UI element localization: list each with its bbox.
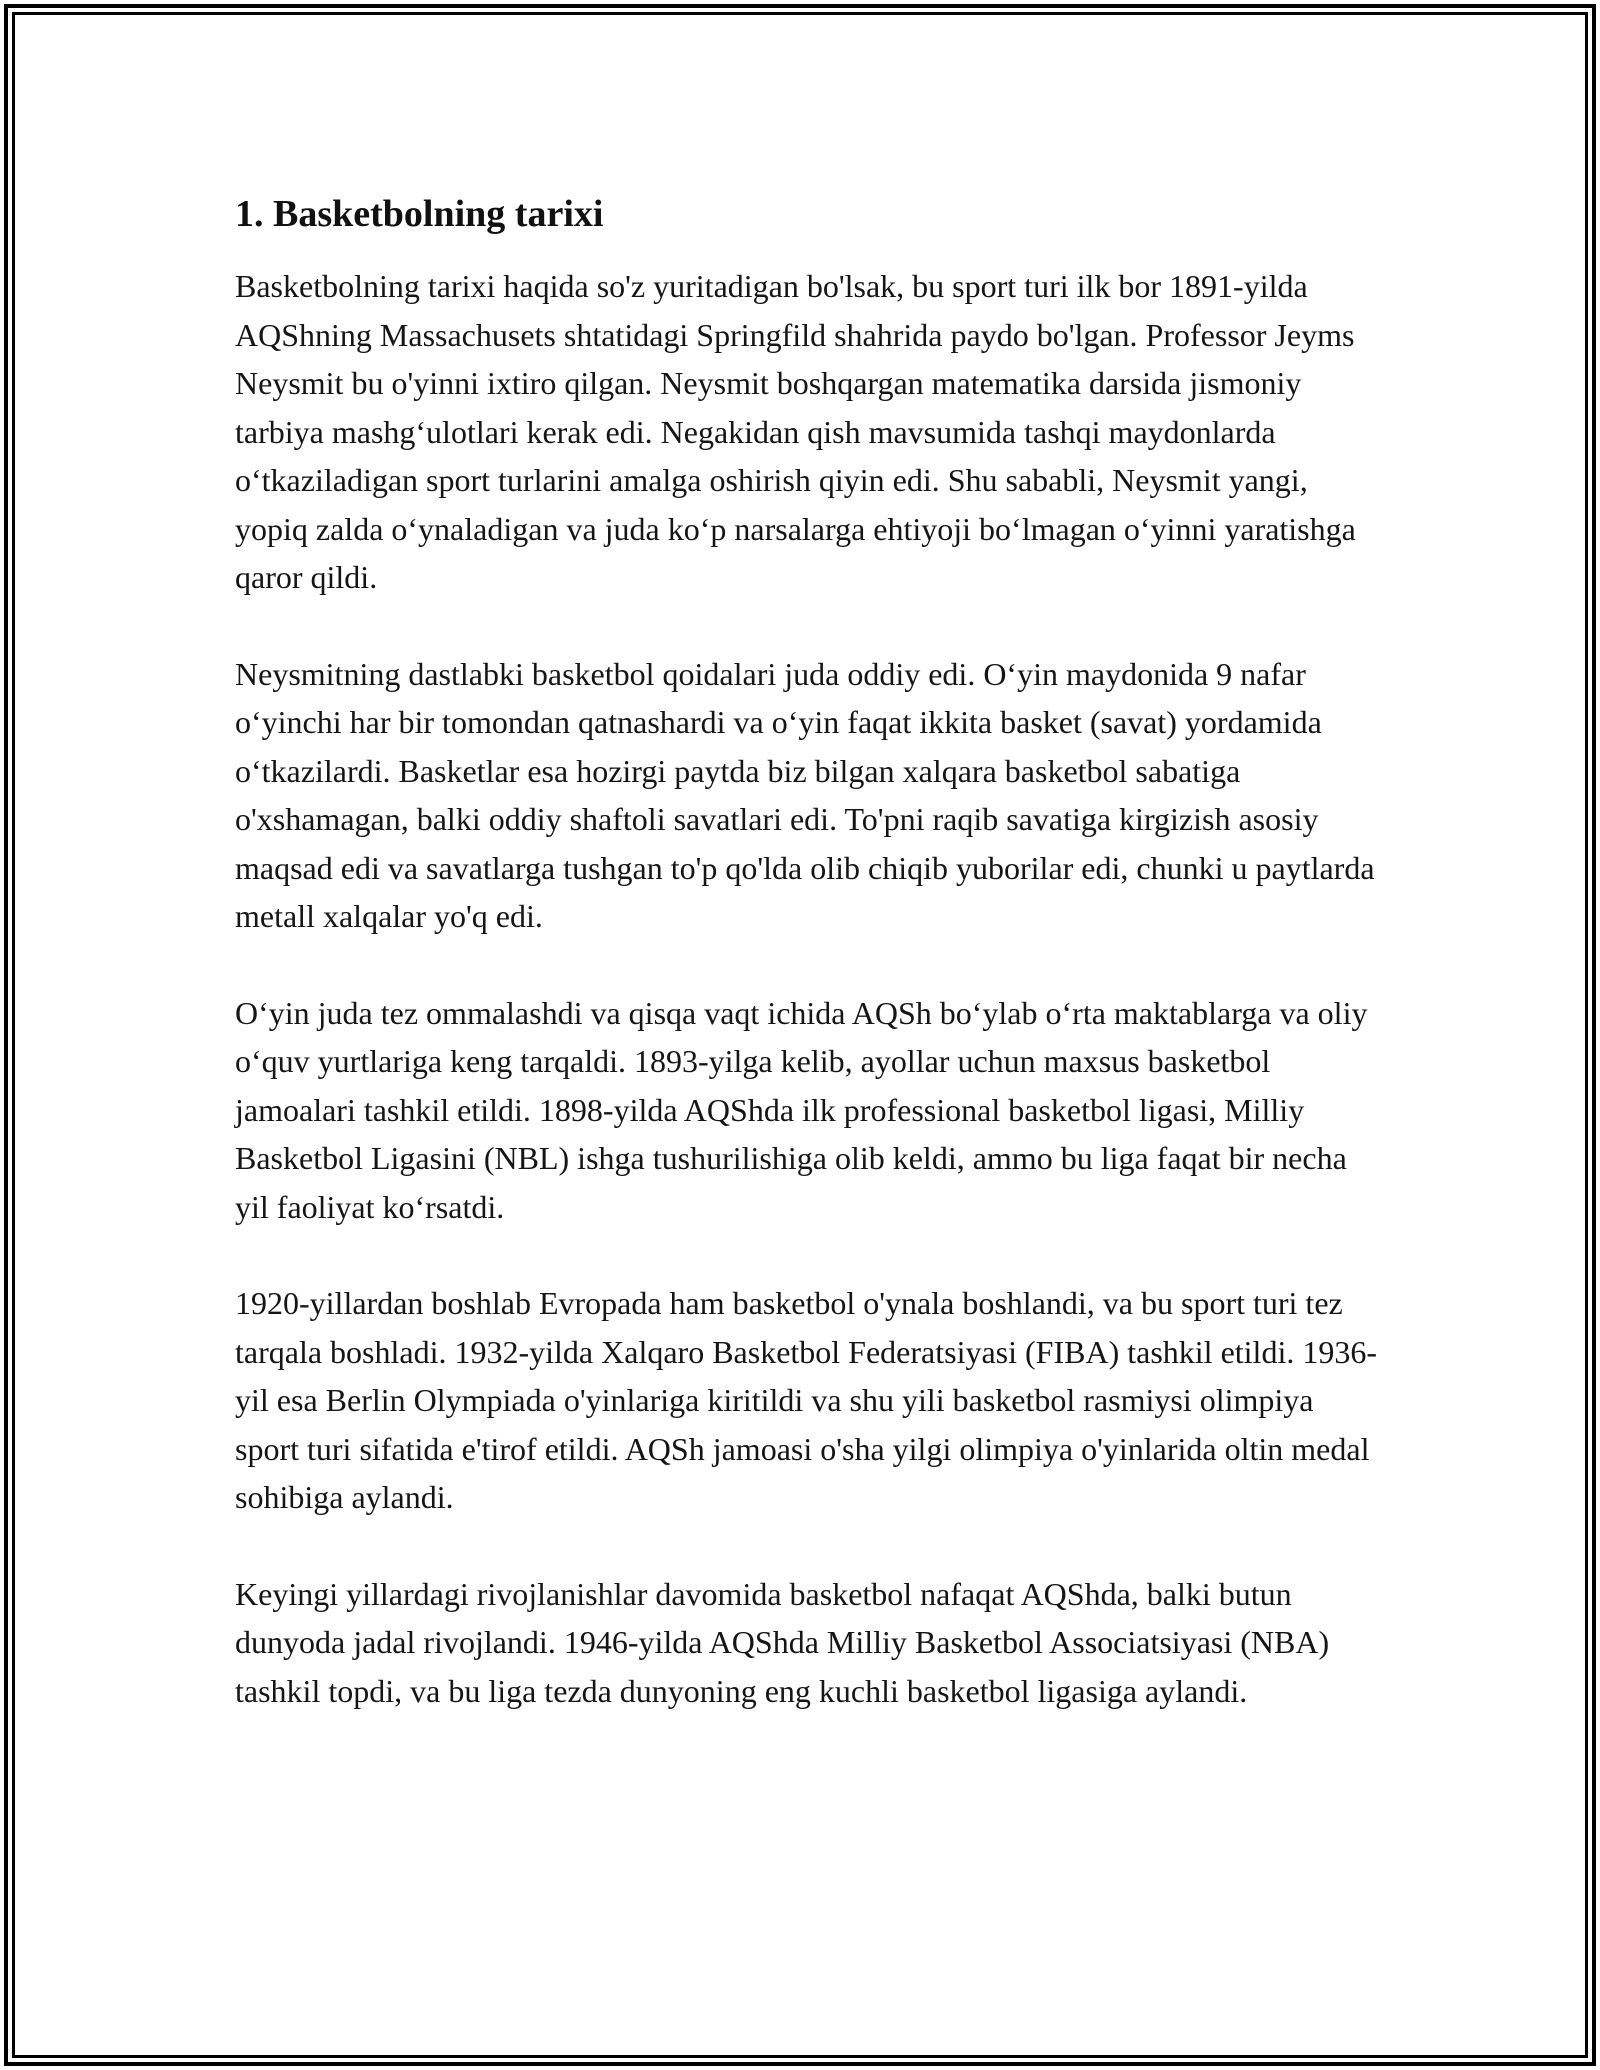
paragraph-2: Neysmitning dastlabki basketbol qoidalari juda oddiy edi. O‘yin maydonida 9 nafar o‘yinchi har bir tomondan qatnashardi va o‘yin faqat ikkita basket (savat) yordamida o‘tkazilardi. Basketlar esa hozirgi paytda biz bilgan xalqara basketbol sabatiga o'xshamagan, balki oddiy shaftoli savatlari edi. To'pni raqib savatiga kirgizish asosiy maqsad edi va savatlarga tushgan to'p qo'lda olib chiqib yuborilar edi, chunki u paytlarda metall xalqalar yo'q edi. (235, 655, 1375, 934)
paragraph-3: O‘yin juda tez ommalashdi va qisqa vaqt ichida AQSh bo‘ylab o‘rta maktablarga va oliy o‘quv yurtlariga keng tarqaldi. 1893-yilga kelib, ayollar uchun maxsus basketbol jamoalari tashkil etildi. 1898-yilda AQShda ilk professional basketbol ligasi, Milliy Basketbol Ligasini (NBL) ishga tushurilishiga olib keldi, ammo bu liga faqat bir necha yil faoliyat ko‘rsatdi. (235, 994, 1368, 1225)
paragraph-4: 1920-yillardan boshlab Evropada ham basketbol o'ynala boshlandi, va bu sport turi tez tarqala boshladi. 1932-yilda Xalqaro Basketbol Federatsiyasi (FIBA) tashkil etildi. 1936-yil esa Berlin Olympiada o'yinlariga kiritildi va shu yili basketbol rasmiysi olimpiya sport turi sifatida e'tirof etildi. AQSh jamoasi o'sha yilgi olimpiya o'yinlarida oltin medal sohibiga aylandi. (235, 1285, 1377, 1515)
document-body (235, 188, 1380, 1763)
paragraph-1: Basketbolning tarixi haqida so'z yuritadigan bo'lsak, bu sport turi ilk bor 1891-yilda AQShning Massachusets shtatidagi Springfild shahrida paydo bo'lgan. Professor Jeyms Neysmit bu o'yinni ixtiro qilgan. Neysmit boshqargan matematika darsida jismoniy tarbiya mashg‘ulotlari kerak edi. Negakidan qish mavsumida tashqi maydonlarda o‘tkaziladigan sport turlarini amalga oshirish qiyin edi. Shu sababli, Neysmit yangi, yopiq zalda o‘ynaladigan va juda ko‘p narsalarga ehtiyoji bo‘lmagan o‘yinni yaratishga qaror qildi. (235, 268, 1356, 595)
paragraph-5: Keyingi yillardagi rivojlanishlar davomida basketbol nafaqat AQShda, balki butun dunyoda jadal rivojlandi. 1946-yilda AQShda Milliy Basketbol Associatsiyasi (NBA) tashkil topdi, va bu liga tezda dunyoning eng kuchli basketbol ligasiga aylandi. (235, 1575, 1330, 1709)
section-title: 1. Basketbolning tarixi (235, 193, 604, 235)
